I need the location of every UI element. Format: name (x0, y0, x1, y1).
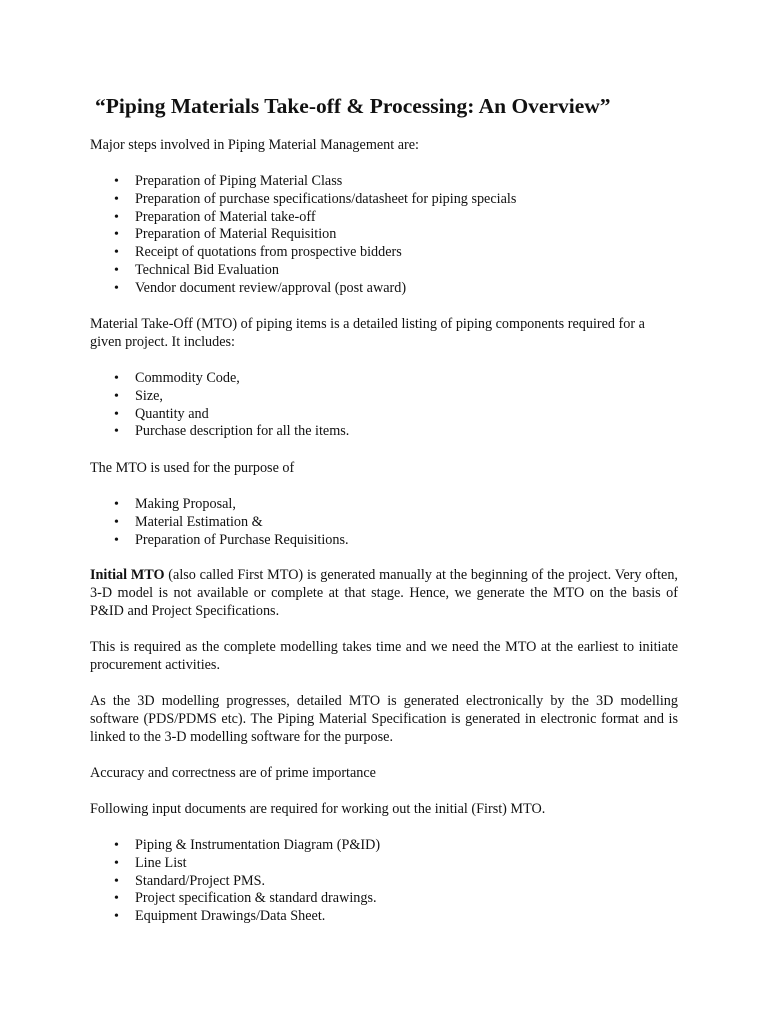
list-item: • Project specification & standard drawings. (114, 890, 377, 907)
bullet-icon: • (114, 191, 119, 207)
mto-definition-line-2: given project. It includes: (90, 334, 235, 350)
list-item: • Vendor document review/approval (post award) (114, 279, 407, 296)
list-item: • Preparation of Material take-off (114, 208, 316, 225)
mto-purposes-list (90, 496, 349, 549)
bullet-icon: • (114, 388, 119, 404)
list-item: • Receipt of quotations from prospective bidders (114, 244, 402, 261)
intro-paragraph: Major steps involved in Piping Material Management are: (90, 137, 419, 153)
steps-list (90, 173, 516, 298)
bullet-icon: • (114, 280, 119, 296)
list-item: • Preparation of Purchase Requisitions. (114, 531, 349, 548)
bullet-icon: • (114, 227, 119, 243)
list-item: • Preparation of Piping Material Class (114, 173, 343, 189)
mto-includes-list (90, 370, 349, 441)
list-item: • Quantity and (114, 405, 209, 422)
accuracy-paragraph: Accuracy and correctness are of prime importance (90, 765, 376, 781)
bullet-icon: • (114, 262, 119, 278)
bullet-icon: • (114, 891, 119, 907)
list-item: • Size, (114, 387, 163, 404)
bullet-icon: • (114, 424, 119, 440)
modelling-time-paragraph: This is required as the complete modelling takes time and we need the MTO at the earliest to initiate procurement activities. (90, 639, 678, 673)
list-item: • Making Proposal, (114, 496, 236, 512)
initial-mto-paragraph: Initial MTO (also called First MTO) is generated manually at the beginning of the project. Very often, 3-D model is not available or complete at that stage. Hence, we generate the MTO on the basis of P&ID and Project Specifications. (90, 567, 678, 619)
list-item: • Preparation of Material Requisition (114, 226, 337, 243)
bullet-icon: • (114, 532, 119, 548)
mto-purpose-intro: The MTO is used for the purpose of (90, 460, 295, 476)
input-docs-list (90, 837, 380, 926)
list-item: • Line List (114, 854, 187, 871)
list-item: • Purchase description for all the items. (114, 423, 350, 440)
bullet-icon: • (114, 873, 119, 889)
bullet-icon: • (114, 855, 119, 871)
list-item: • Commodity Code, (114, 370, 240, 386)
list-item: • Piping & Instrumentation Diagram (P&ID) (114, 837, 381, 853)
list-item: • Technical Bid Evaluation (114, 261, 279, 278)
bullet-icon: • (114, 497, 119, 512)
list-item: • Equipment Drawings/Data Sheet. (114, 908, 326, 925)
bullet-icon: • (114, 209, 119, 225)
document-title: “Piping Materials Take-off & Processing: An Overview” (95, 94, 611, 118)
bullet-icon: • (114, 174, 119, 189)
bullet-icon: • (114, 406, 119, 422)
list-item: • Material Estimation & (114, 513, 263, 530)
bullet-icon: • (114, 245, 119, 261)
bullet-icon: • (114, 514, 119, 530)
input-docs-intro: Following input documents are required for working out the initial (First) MTO. (90, 801, 546, 817)
bullet-icon: • (114, 909, 119, 925)
mto-definition-line-1: Material Take-Off (MTO) of piping items is a detailed listing of piping components required for a (90, 316, 645, 332)
bullet-icon: • (114, 371, 119, 386)
bullet-icon: • (114, 838, 119, 853)
initial-mto-term: Initial MTO (90, 567, 165, 583)
modelling-progress-paragraph: As the 3D modelling progresses, detailed MTO is generated electronically by the 3D modelling software (PDS/PDMS etc). The Piping Material Specification is generated in electronic format and is linked to the 3-D modelling software for the purpose. (90, 693, 678, 745)
list-item: • Preparation of purchase specifications/datasheet for piping specials (114, 190, 517, 207)
list-item: • Standard/Project PMS. (114, 872, 266, 889)
